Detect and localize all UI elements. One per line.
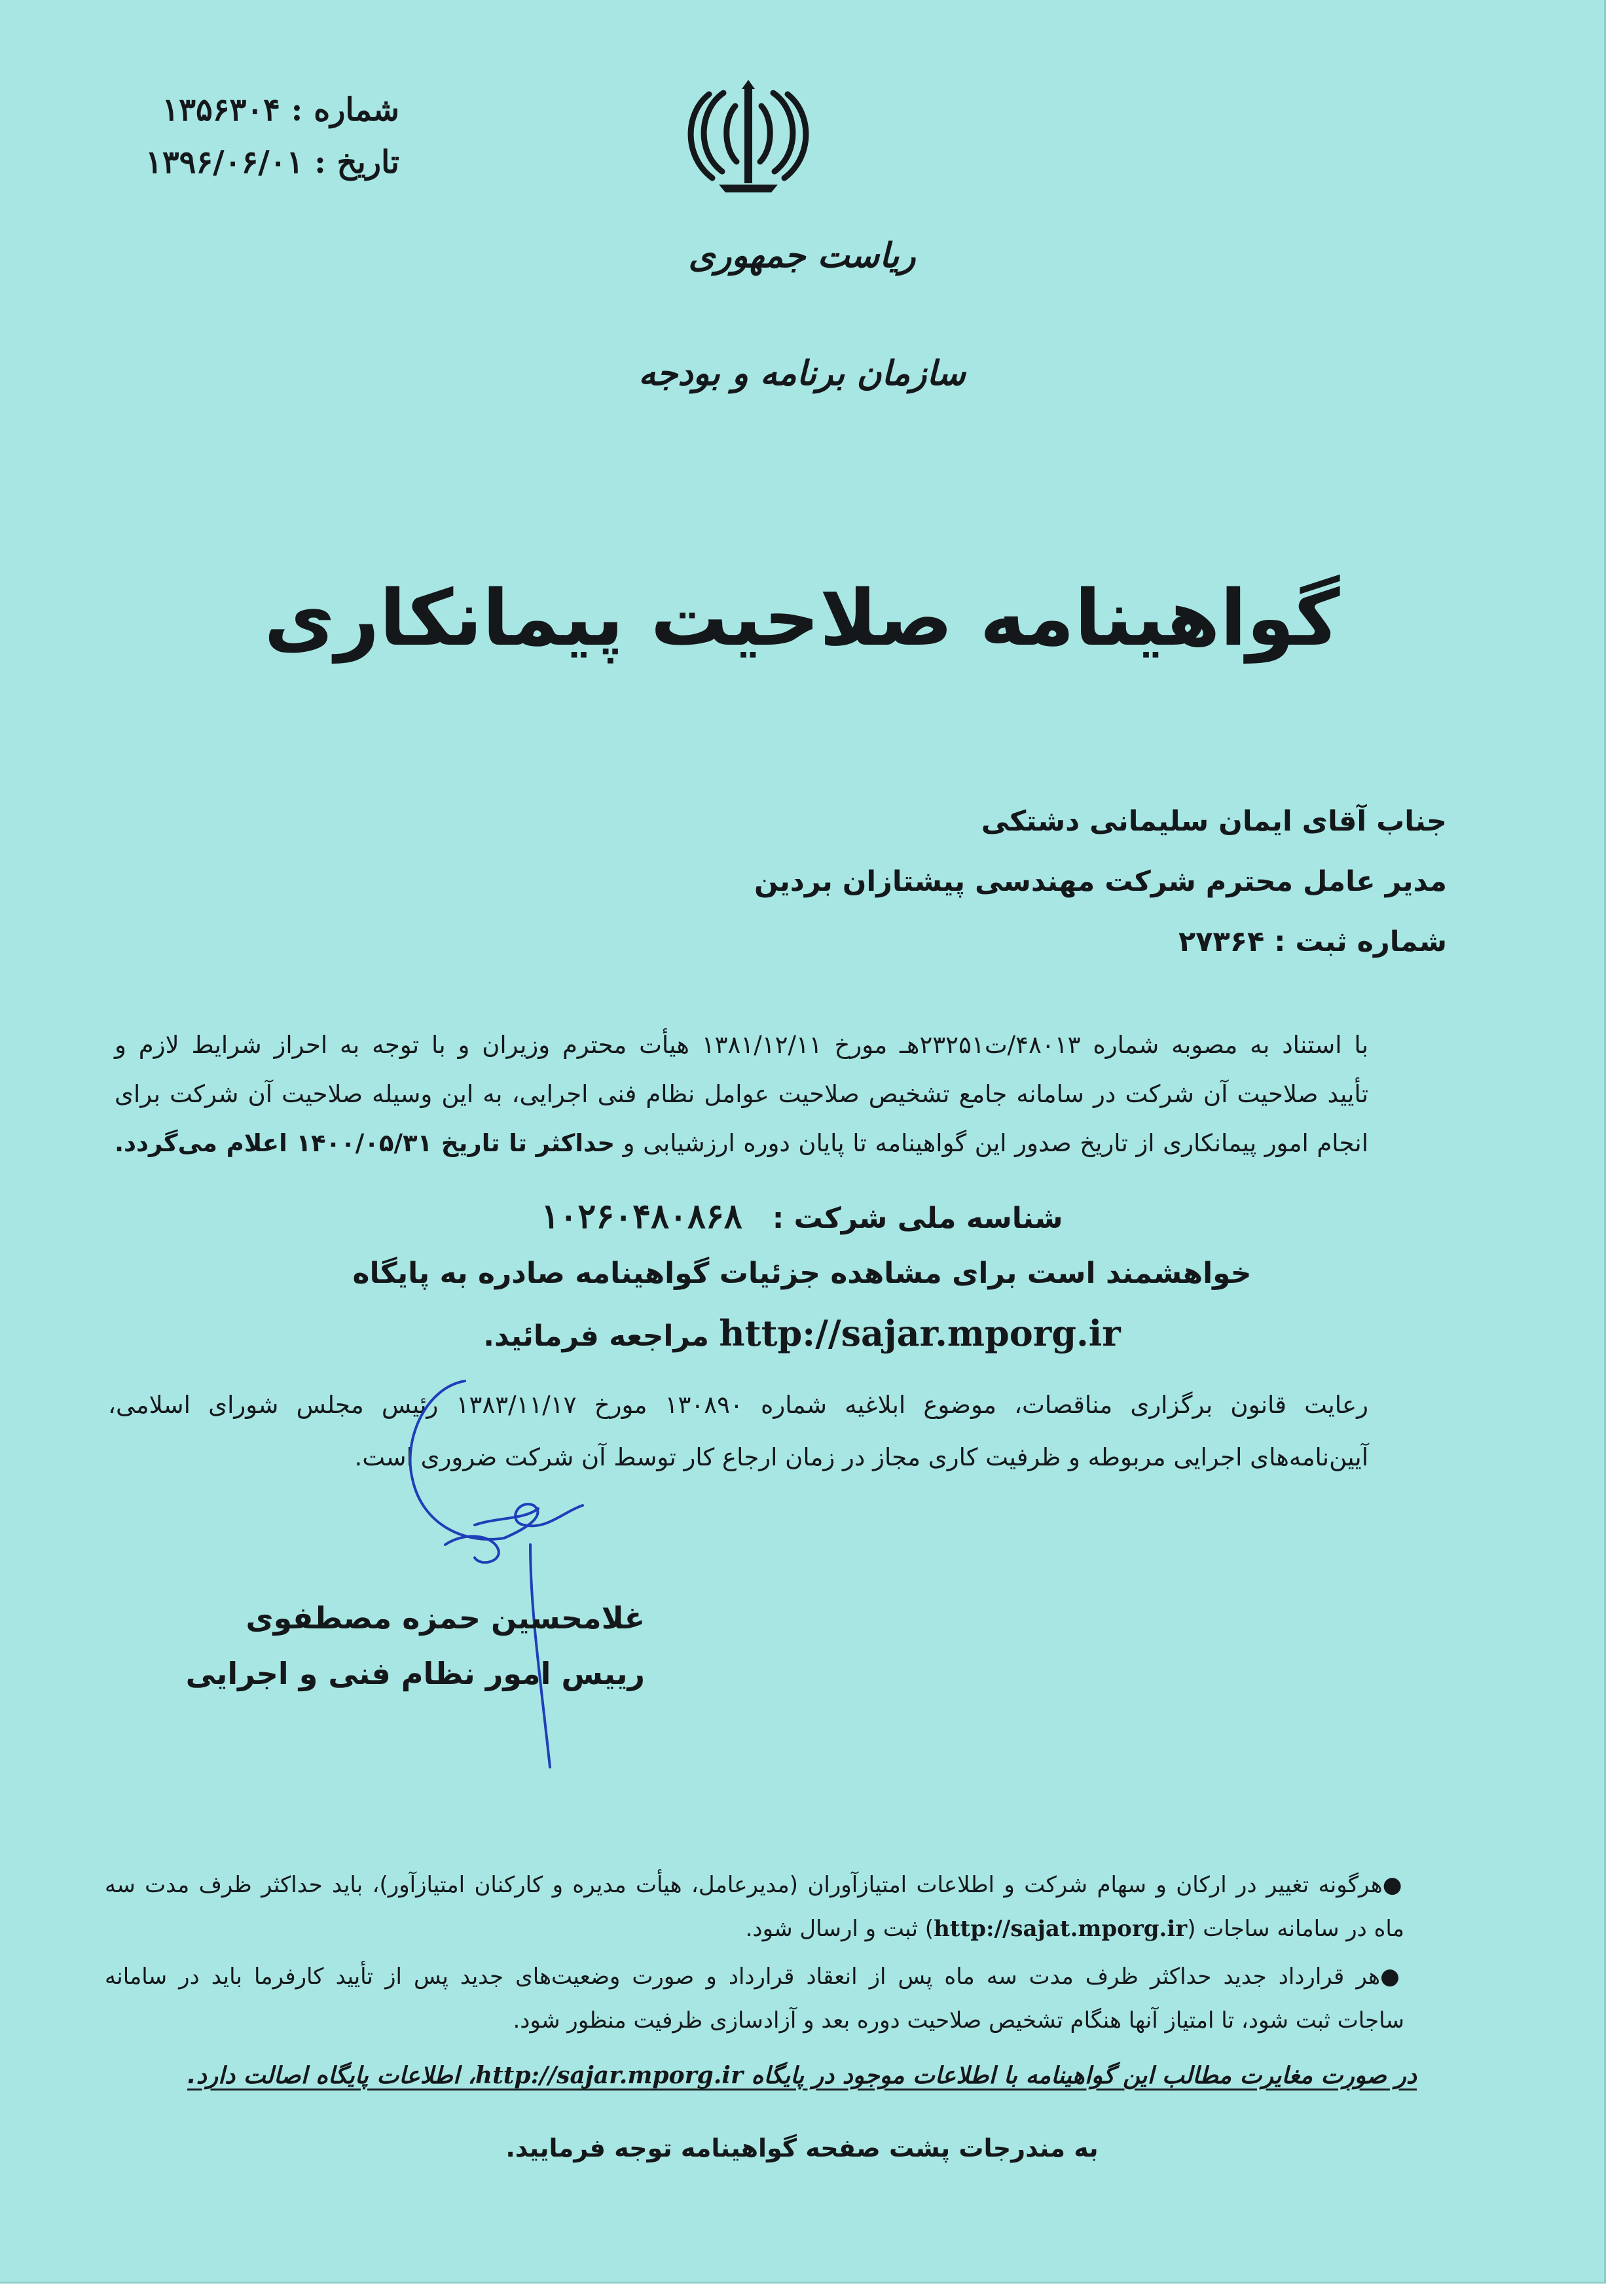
bullet-icon: ● [1380, 1964, 1405, 1990]
discrepancy-suffix: ، اطلاعات پایگاه اصالت دارد. [187, 2062, 475, 2089]
note-1-line-2 [105, 1916, 1404, 1942]
website-notice-line-2 [0, 1312, 1604, 1354]
certificate-number-label: شماره : [291, 92, 399, 128]
national-id-value: ۱۰۲۶۰۴۸۰۸۶۸ [541, 1196, 742, 1236]
national-id [0, 1196, 1604, 1236]
certificate-date [72, 144, 399, 181]
signatory-name: غلامحسین حمزه مصطفوی [246, 1600, 645, 1636]
recipient-company: مدیر عامل محترم شرکت مهندسی پیشتازان بردین [754, 865, 1447, 898]
certificate-date-value: ۱۳۹۶/۰۶/۰۱ [145, 144, 304, 181]
certificate-date-label: تاریخ : [314, 144, 399, 181]
recipient-name: جناب آقای ایمان سلیمانی دشتکی [981, 805, 1447, 838]
discrepancy-prefix: در صورت مغایرت مطالب این گواهینامه با اطلاعات موجود در پایگاه [751, 2062, 1417, 2089]
note-1-line-1 [105, 1872, 1404, 1898]
note-1-line-2-a: ماه در سامانه ساجات ( [1187, 1916, 1404, 1942]
page-title: گواهینامه صلاحیت پیمانکاری [264, 573, 1340, 663]
sajat-link[interactable]: http://sajat.mporg.ir [934, 1916, 1188, 1942]
certificate-number [72, 92, 399, 128]
registration-number [399, 925, 1447, 958]
website-notice-line-1: خواهشمند است برای مشاهده جزئیات گواهینامه صادره به پایگاه [352, 1257, 1252, 1290]
registration-number-label: شماره ثبت : [1274, 925, 1447, 958]
agency-plan-budget: سازمان برنامه و بودجه [638, 353, 966, 393]
discrepancy-notice [0, 2062, 1604, 2089]
bullet-icon: ● [1382, 1872, 1404, 1898]
back-page-notice: به مندرجات پشت صفحه گواهینامه توجه فرمایید. [505, 2134, 1099, 2162]
note-2-line-1-text: هر قرارداد جدید حداکثر ظرف مدت سه ماه پس از انعقاد قرارداد و صورت وضعیت‌های جدید پس از تأیید کارفرما باید در سامانه [105, 1964, 1381, 1990]
national-id-label: شناسه ملی شرکت : [772, 1202, 1063, 1235]
sajar-link-footer[interactable]: http://sajar.mporg.ir [475, 2062, 743, 2089]
law-notice-line-2: آیین‌نامه‌های اجرایی مربوطه و ظرفیت کاری مجاز در زمان ارجاع کار توسط آن شرکت ضروری است. [354, 1443, 1368, 1471]
law-notice-line-1: رعایت قانون برگزاری مناقصات، موضوع ابلاغیه شماره ۱۳۰۸۹۰ مورخ ۱۳۸۳/۱۱/۱۷ رئیس مجلس شورای اسلامی، [108, 1391, 1368, 1419]
note-2-line-1 [105, 1964, 1404, 1990]
note-1-line-1-text: هرگونه تغییر در ارکان و سهام شرکت و اطلاعات امتیازآوران (مدیرعامل، هیأت مدیره و کارکنان امتیازآور)، باید حداکثر ظرف مدت سه [105, 1872, 1383, 1898]
body-line-2: تأیید صلاحیت آن شرکت در سامانه جامع تشخیص صلاحیت عوامل نظام فنی اجرایی، به این وسیله صلاحیت آن شرکت برای [115, 1080, 1368, 1108]
note-1-line-2-b: ) ثبت و ارسال شود. [745, 1916, 934, 1942]
sajar-link[interactable]: http://sajar.mporg.ir [719, 1312, 1121, 1354]
discrepancy-notice-text [187, 2062, 1417, 2089]
note-2-line-2: ساجات ثبت شود، تا امتیاز آنها هنگام تشخیص صلاحیت دوره بعد و آزادسازی ظرفیت منظور شود. [513, 2007, 1404, 2034]
body-line-3-text: انجام امور پیمانکاری از تاریخ صدور این گواهینامه تا پایان دوره ارزشیابی و [623, 1129, 1368, 1157]
registration-number-value: ۲۷۳۶۴ [1178, 925, 1265, 958]
agency-presidency: ریاست جمهوری [688, 236, 916, 276]
signatory-position: رییس امور نظام فنی و اجرایی [185, 1656, 645, 1691]
website-notice-suffix: مراجعه فرمائید. [483, 1319, 710, 1353]
handwritten-signature [367, 1348, 602, 1774]
certificate-number-value: ۱۳۵۶۳۰۴ [162, 92, 280, 128]
body-line-1: با استناد به مصوبه شماره ۴۸۰۱۳/ت۲۳۲۵۱هـ مورخ ۱۳۸۱/۱۲/۱۱ هیأت محترم وزیران و با توجه به احراز شرایط لازم و [115, 1031, 1368, 1059]
validity-end-date: حداکثر تا تاریخ ۱۴۰۰/۰۵/۳۱ اعلام می‌گردد. [115, 1129, 615, 1157]
iran-emblem-icon [683, 80, 814, 194]
body-line-3 [115, 1129, 1368, 1157]
